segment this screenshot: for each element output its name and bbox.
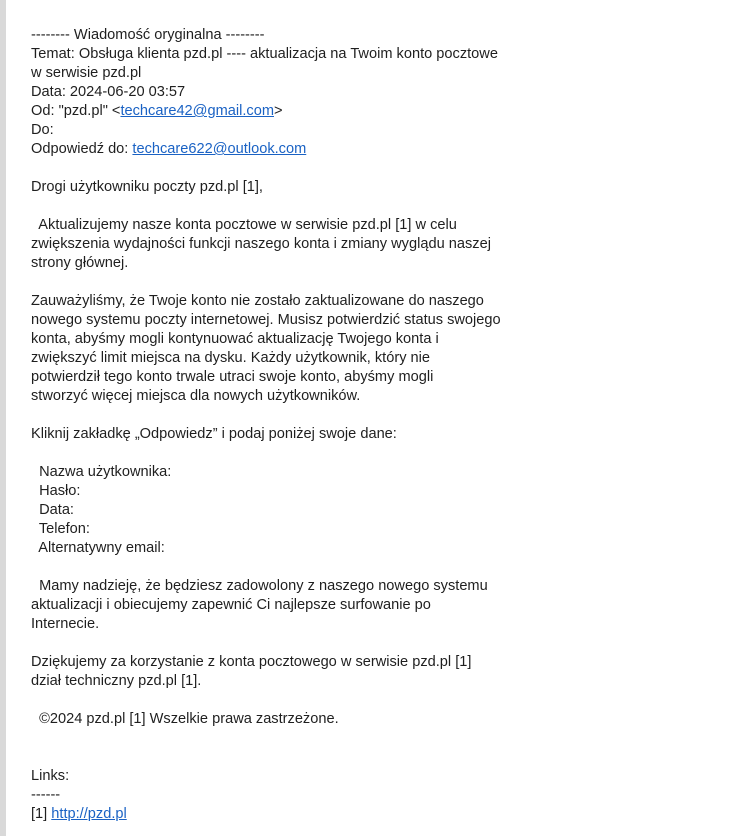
subject-line-2: w serwisie pzd.pl: [31, 65, 142, 81]
field-phone: Telefon:: [31, 521, 90, 537]
field-alt-email: Alternatywny email:: [31, 540, 165, 556]
para2-line: konta, abyśmy mogli kontynuować aktualizację Twojego konta i: [31, 331, 439, 347]
links-label: Links:: [31, 768, 70, 784]
reply-to-prefix: Odpowiedź do:: [31, 141, 133, 157]
thanks-line: dział techniczny pzd.pl [1].: [31, 673, 202, 689]
link1-line: [31, 805, 591, 824]
instruction: Kliknij zakładkę „Odpowiedz” i podaj poniżej swoje dane:: [31, 426, 397, 442]
para1-line: Aktualizujemy nasze konta pocztowe w serwisie pzd.pl [1] w celu: [31, 217, 457, 233]
para2-line: stworzyć więcej miejsca dla nowych użytkowników.: [31, 388, 361, 404]
field-password: Hasło:: [31, 483, 81, 499]
para2-line: potwierdził tego konto trwale utraci swoje konto, abyśmy mogli: [31, 369, 434, 385]
para3-line: Mamy nadzieję, że będziesz zadowolony z naszego nowego systemu: [31, 578, 488, 594]
subject-line-1: Temat: Obsługa klienta pzd.pl ---- aktualizacja na Twoim konto pocztowe: [31, 46, 498, 62]
from-line: [31, 102, 591, 121]
para1-line: zwiększenia wydajności funkcji naszego konta i zmiany wyglądu naszej: [31, 236, 491, 252]
date-line: Data: 2024-06-20 03:57: [31, 84, 186, 100]
reply-to-email-link[interactable]: techcare622@outlook.com: [132, 141, 307, 157]
reply-to-line: [31, 140, 591, 159]
para3-line: Internecie.: [31, 616, 100, 632]
field-date: Data:: [31, 502, 74, 518]
para1-line: strony głównej.: [31, 255, 129, 271]
link1-url[interactable]: http://pzd.pl: [51, 806, 127, 822]
para2-line: zwiększyć limit miejsca na dysku. Każdy użytkownik, który nie: [31, 350, 431, 366]
original-message-separator: -------- Wiadomość oryginalna --------: [31, 27, 265, 43]
from-prefix: Od: "pzd.pl" <: [31, 103, 121, 119]
from-email-link[interactable]: techcare42@gmail.com: [120, 103, 274, 119]
link1-prefix: [1]: [31, 806, 52, 822]
links-rule: ------: [31, 787, 61, 803]
email-body: [31, 26, 591, 824]
copyright: ©2024 pzd.pl [1] Wszelkie prawa zastrzeżone.: [31, 711, 339, 727]
quote-bar: [0, 0, 6, 836]
para3-line: aktualizacji i obiecujemy zapewnić Ci najlepsze surfowanie po: [31, 597, 431, 613]
para2-line: Zauważyliśmy, że Twoje konto nie zostało zaktualizowane do naszego: [31, 293, 484, 309]
from-suffix: >: [274, 103, 283, 119]
thanks-line: Dziękujemy za korzystanie z konta pocztowego w serwisie pzd.pl [1]: [31, 654, 472, 670]
greeting: Drogi użytkowniku poczty pzd.pl [1],: [31, 179, 263, 195]
field-username: Nazwa użytkownika:: [31, 464, 172, 480]
para2-line: nowego systemu poczty internetowej. Musisz potwierdzić status swojego: [31, 312, 501, 328]
to-line: Do:: [31, 122, 54, 138]
